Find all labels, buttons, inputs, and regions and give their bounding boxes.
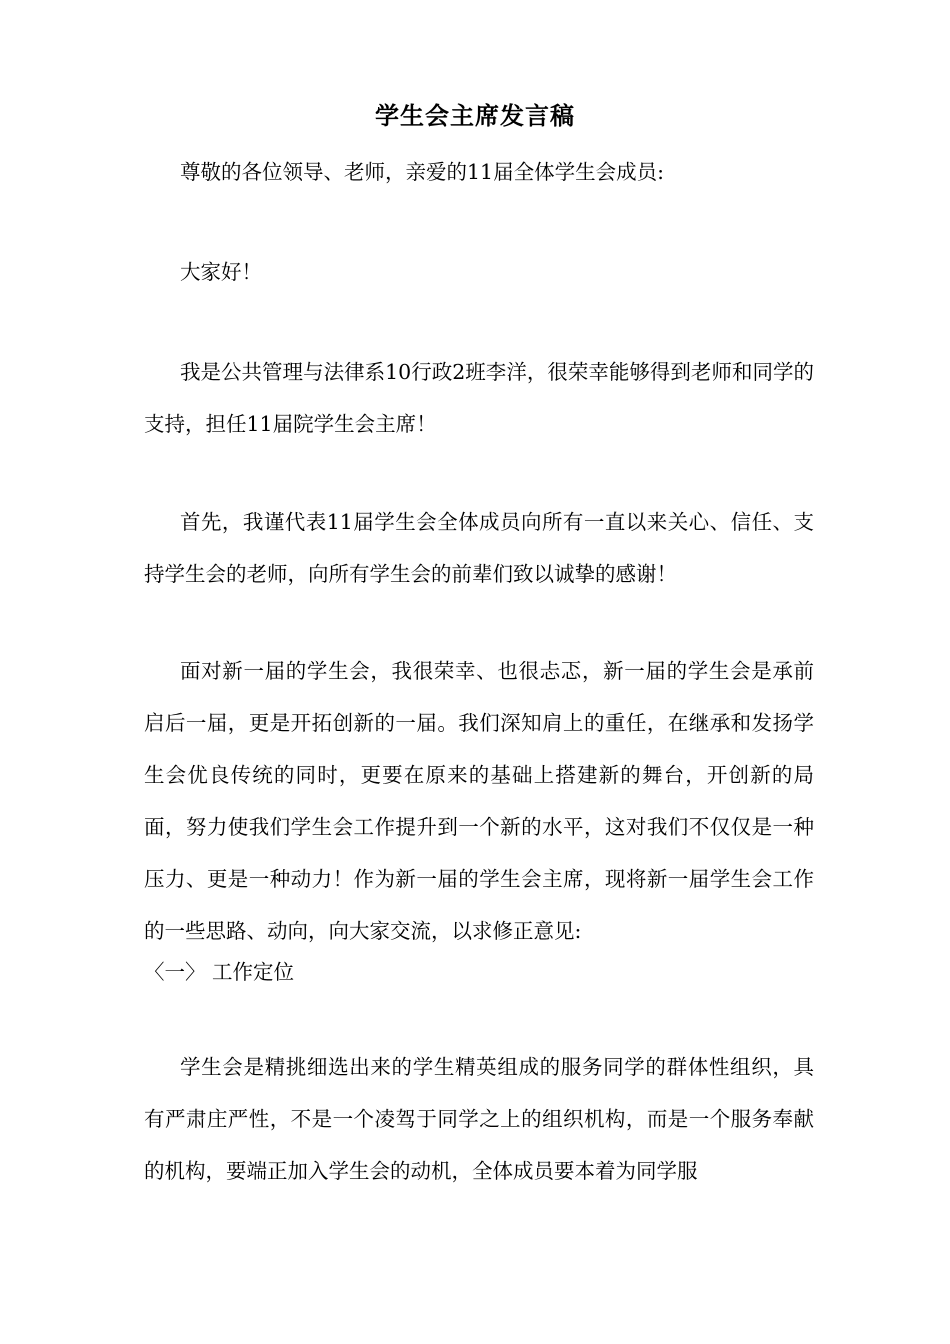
- paragraph-intro: 我是公共管理与法律系10行政2班李洋，很荣幸能够得到老师和同学的支持，担任11届院学生会主席！: [144, 360, 814, 436]
- paragraph-greeting: 尊敬的各位领导、老师，亲爱的11届全体学生会成员:: [180, 160, 664, 184]
- paragraph-new-term: 面对新一届的学生会，我很荣幸、也很忐忑，新一届的学生会是承前启后一届，更是开拓创新的一届。我们深知肩上的重任，在继承和发扬学生会优良传统的同时，更要在原来的基础上搭建新的舞台，开创新的局面，努力使我们学生会工作提升到一个新的水平，这对我们不仅仅是一种压力、更是一种动力！作为新一届的学生会主席，现将新一届学生会工作的一些思路、动向，向大家交流，以求修正意见:: [144, 659, 814, 943]
- paragraph-student-union-role: 学生会是精挑细选出来的学生精英组成的服务同学的群体性组织，具有严肃庄严性，不是一个凌驾于同学之上的组织机构，而是一个服务奉献的机构，要端正加入学生会的动机，全体成员要本着为同学服: [144, 1055, 814, 1183]
- paragraph-hello: 大家好！: [180, 260, 262, 284]
- paragraph-thanks: 首先，我谨代表11届学生会全体成员向所有一直以来关心、信任、支持学生会的老师，向所有学生会的前辈们致以诚挚的感谢！: [144, 510, 814, 586]
- section-heading-work-position: 〈一〉 工作定位: [144, 960, 295, 984]
- document-title: 学生会主席发言稿: [375, 101, 575, 130]
